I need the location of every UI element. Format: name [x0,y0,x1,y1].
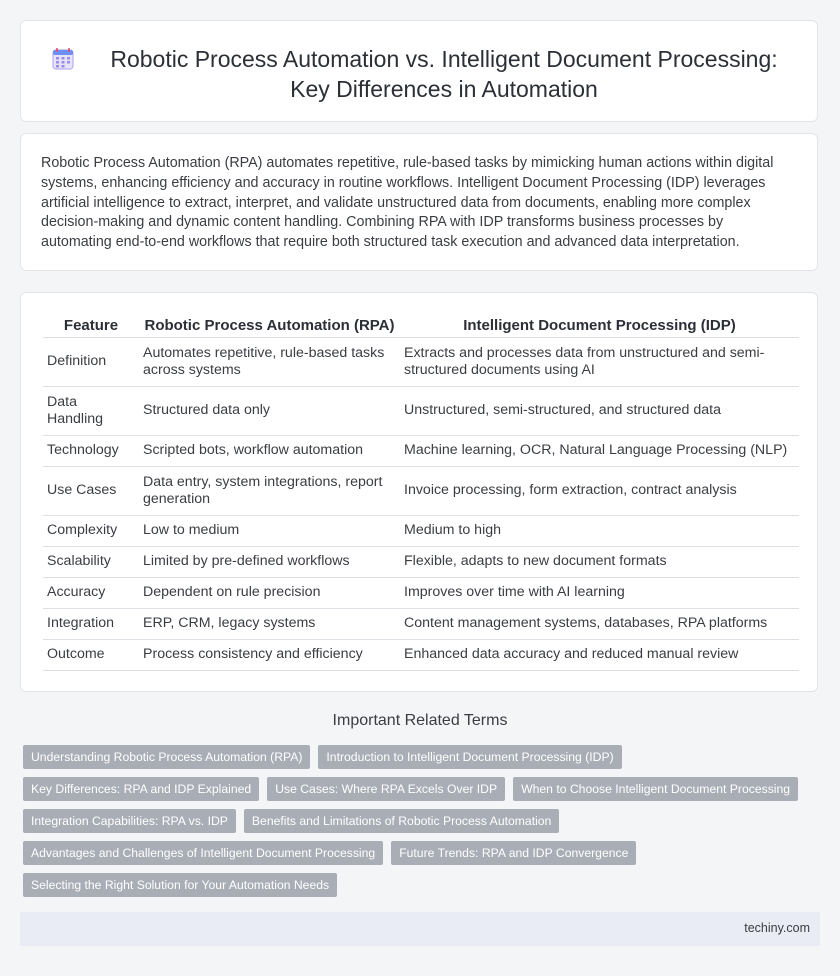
comparison-card [20,292,818,692]
cell-rpa: Process consistency and efficiency [139,640,400,671]
cell-idp: Medium to high [400,516,799,547]
cell-idp: Improves over time with AI learning [400,578,799,609]
footer-brand[interactable]: techiny.com [744,921,810,935]
cell-feature: Outcome [43,640,139,671]
cell-idp: Content management systems, databases, RPA platforms [400,609,799,640]
related-terms-row [23,745,803,769]
related-term-tag[interactable]: When to Choose Intelligent Document Processing [513,777,798,801]
footer [20,912,820,946]
table-row [43,467,799,516]
table-row [43,516,799,547]
intro-card [20,133,818,271]
table-row [43,436,799,467]
column-header-rpa: Robotic Process Automation (RPA) [139,313,400,338]
cell-feature: Integration [43,609,139,640]
table-row [43,640,799,671]
cell-feature: Complexity [43,516,139,547]
related-terms-row [23,777,803,801]
table-row [43,338,799,387]
cell-feature: Use Cases [43,467,139,516]
cell-idp: Machine learning, OCR, Natural Language Processing (NLP) [400,436,799,467]
cell-rpa: Automates repetitive, rule-based tasks across systems [139,338,400,387]
calendar-icon [51,47,75,71]
cell-rpa: Data entry, system integrations, report generation [139,467,400,516]
related-term-tag[interactable]: Advantages and Challenges of Intelligent Document Processing [23,841,383,865]
related-term-tag[interactable]: Selecting the Right Solution for Your Automation Needs [23,873,337,897]
related-term-tag[interactable]: Understanding Robotic Process Automation (RPA) [23,745,310,769]
page-title-line-2: Key Differences in Automation [290,76,598,102]
cell-feature: Definition [43,338,139,387]
cell-idp: Extracts and processes data from unstructured and semi-structured documents using AI [400,338,799,387]
table-row [43,547,799,578]
page-title [81,44,807,104]
cell-feature: Scalability [43,547,139,578]
cell-idp: Enhanced data accuracy and reduced manual review [400,640,799,671]
related-term-tag[interactable]: Future Trends: RPA and IDP Convergence [391,841,636,865]
cell-rpa: Low to medium [139,516,400,547]
cell-rpa: Limited by pre-defined workflows [139,547,400,578]
cell-rpa: Structured data only [139,387,400,436]
related-terms-list [23,745,803,905]
cell-feature: Data Handling [43,387,139,436]
page-title-line-1: Robotic Process Automation vs. Intelligent Document Processing: [110,46,778,72]
related-terms-row [23,873,803,897]
cell-idp: Unstructured, semi-structured, and structured data [400,387,799,436]
table-row [43,609,799,640]
cell-rpa: Scripted bots, workflow automation [139,436,400,467]
cell-feature: Accuracy [43,578,139,609]
header-card [20,20,818,122]
related-term-tag[interactable]: Benefits and Limitations of Robotic Process Automation [244,809,559,833]
related-terms-row [23,809,803,833]
related-terms-heading: Important Related Terms [332,712,508,729]
cell-rpa: Dependent on rule precision [139,578,400,609]
table-header-row [43,313,799,338]
cell-idp: Invoice processing, form extraction, contract analysis [400,467,799,516]
intro-paragraph: Robotic Process Automation (RPA) automates repetitive, rule-based tasks by mimicking human actions within digital systems, enhancing efficiency and accuracy in routine workflows. Intelligent Document Processing (IDP) leverages artificial intelligence to extract, interpret, and validate unstructured data from documents, enabling more complex decision-making and dynamic content handling. Combining RPA with IDP transforms business processes by automating end-to-end workflows that require both structured task execution and advanced data interpretation. [41,155,774,251]
cell-idp: Flexible, adapts to new document formats [400,547,799,578]
column-header-feature: Feature [43,313,139,338]
related-term-tag[interactable]: Integration Capabilities: RPA vs. IDP [23,809,236,833]
related-term-tag[interactable]: Introduction to Intelligent Document Processing (IDP) [318,745,621,769]
related-term-tag[interactable]: Key Differences: RPA and IDP Explained [23,777,259,801]
comparison-table [43,313,799,671]
column-header-idp: Intelligent Document Processing (IDP) [400,313,799,338]
cell-feature: Technology [43,436,139,467]
table-row [43,387,799,436]
related-term-tag[interactable]: Use Cases: Where RPA Excels Over IDP [267,777,505,801]
related-terms-row [23,841,803,865]
table-row [43,578,799,609]
cell-rpa: ERP, CRM, legacy systems [139,609,400,640]
